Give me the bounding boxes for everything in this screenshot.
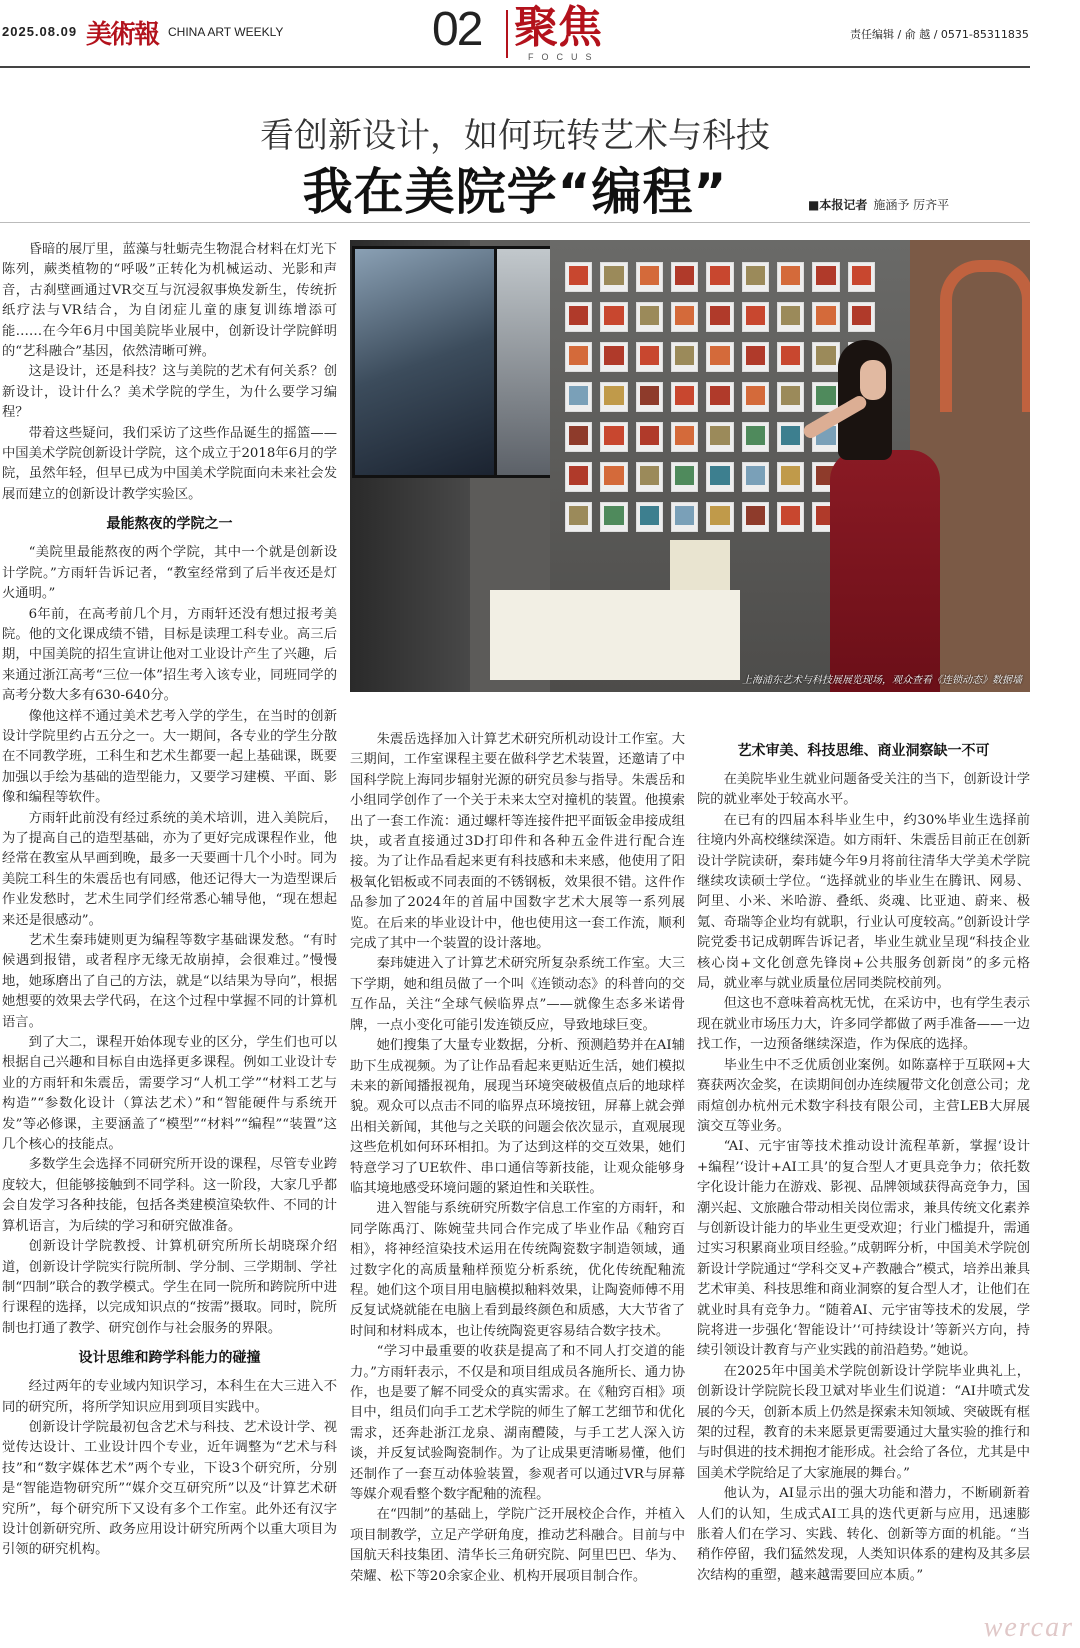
photo-data-card bbox=[777, 262, 804, 292]
paragraph: 方雨轩此前没有经过系统的美术培训，进入美院后，为了提高自己的造型基础，亦为了更好完成课程作业，他经常在教室从早画到晚，最多一天要画十几个小时。同为美院工科生的朱震岳也有同感，他还记得大一为造型课后作业发愁时，艺术生同学们经常悉心辅导他，“现在想起来还是很感动”。 bbox=[2, 810, 337, 928]
photo-data-card bbox=[600, 262, 627, 292]
masthead bbox=[0, 0, 1030, 68]
photo-visitor bbox=[820, 340, 970, 692]
section-title: 聚焦 bbox=[514, 2, 602, 53]
article-column-3 bbox=[697, 732, 1030, 1640]
photo-data-card bbox=[671, 302, 698, 332]
article-column-2 bbox=[350, 730, 685, 1640]
photo-display-screen-side bbox=[494, 246, 556, 478]
paragraph: 像他这样不通过美术艺考入学的学生，在当时的创新设计学院里约占五分之一。大一期间，各专业的学生分散在不同教学班，工科生和艺术生都要一起上基础课，既要加强以手绘为基础的造型能力，又要学习建模、平面、影像和编程等软件。 bbox=[2, 708, 337, 806]
photo-data-card bbox=[565, 422, 592, 452]
paragraph: 在已有的四届本科毕业生中，约30%毕业生选择前往境内外高校继续深造。如方雨轩、朱震岳目前正在创新设计学院读研，秦玮婕今年9月将前往清华大学美术学院继续攻读硕士学位。“选择就业的毕业生在腾讯、网易、阿里、小米、米哈游、叠纸、炎魂、比亚迪、蔚来、极氪、奇瑞等企业均有就职，行业认可度较高。”创新设计学院党委书记成朝晖告诉记者，毕业生就业呈现“科技企业核心岗+文化创意先锋岗+公共服务创新岗”的多元格局，就业率与就业质量位居同类院校前列。 bbox=[697, 812, 1030, 992]
photo-data-card bbox=[636, 422, 663, 452]
photo-data-card bbox=[565, 462, 592, 492]
photo-data-card bbox=[600, 342, 627, 372]
photo-data-card bbox=[671, 382, 698, 412]
paragraph: 朱震岳选择加入计算艺术研究所机动设计工作室。大三期间，工作室课程主要在做科学艺术装置，还邀请了中国科学院上海同步辐射光源的研究员参与指导。朱震岳和小组同学创作了一个关于未来太空对撞机的装置。他摸索出了一套工作流：通过螺杆等连接件把平面钣金串接成组块，或者直接通过3D打印件和各种五金件进行配合连接。为了让作品看起来更有科技感和未来感，他使用了阳极氧化铝板或不同表面的不锈钢板，效果很不错。这件作品参加了2024年的首届中国数字艺术大展等一系列展览。在后来的毕业设计中，他也使用这一套工作流，顺利完成了其中一个装置的设计落地。 bbox=[350, 732, 685, 952]
paragraph: “美院里最能熬夜的两个学院，其中一个就是创新设计学院。”方雨轩告诉记者，“教室经常到了后半夜还是灯火通明。” bbox=[2, 545, 337, 602]
photo-data-card bbox=[812, 262, 839, 292]
paragraph: 他认为，AI显示出的强大功能和潜力，不断刷新着人们的认知，生成式AI工具的迭代更新与应用，迅速膨胀着人们在学习、实践、转化、创新等方面的机能。“当稍作停留，我们猛然发现，人类知识体系的建构及其多层次结构的重塑，越来越需要回应本质。” bbox=[697, 1486, 1030, 1583]
paragraph: 进入智能与系统研究所数字信息工作室的方雨轩，和同学陈禹汀、陈婉莹共同合作完成了毕业作品《釉窍百相》，将神经渲染技术运用在传统陶瓷数字制造领域，通过数字化的高质量釉样预览分析系统，优化传统配釉流程。她们这个项目用电脑模拟釉料效果，让陶瓷师傅不用反复试烧就能在电脑上看到最终颜色和质感，大大节省了时间和材料成本，也让传统陶瓷更容易结合数字技术。 bbox=[350, 1201, 685, 1339]
photo-data-card bbox=[777, 462, 804, 492]
photo-visitor-dress bbox=[830, 450, 940, 692]
photo-data-card bbox=[636, 342, 663, 372]
paragraph: 6年前，在高考前几个月，方雨轩还没有想过报考美院。他的文化课成绩不错，目标是读理工科专业。高三后期，中国美院的招生宣讲让他对工业设计产生了兴趣，后来通过浙江高考“三位一体”招生考入该专业，同班同学的高考分数大多有630-640分。 bbox=[2, 606, 337, 704]
paragraph: 多数学生会选择不同研究所开设的课程，尽管专业跨度较大，但能够接触到不同学科。这一阶段，大家几乎都会自发学习各种技能，包括各类建模渲染软件、不同的计算机语言，为后续的学习和研究做准备。 bbox=[2, 1157, 337, 1234]
photo-data-card bbox=[777, 342, 804, 372]
photo-data-card bbox=[600, 382, 627, 412]
photo-data-card bbox=[742, 462, 769, 492]
paragraph: 创新设计学院最初包含艺术与科技、艺术设计学、视觉传达设计、工业设计四个专业，近年调整为“艺术与科技”和“数字媒体艺术”两个专业，下设3个研究所，分别是“智能造物研究所”“媒介交互研究所”以及“计算艺术研究所”，每个研究所下又设有多个工作室。此外还有汉字设计创新研究所、政务应用设计研究所两个以重大项目为引领的研究机构。 bbox=[2, 1419, 337, 1558]
photo-data-card bbox=[848, 302, 875, 332]
photo-data-card bbox=[600, 422, 627, 452]
byline-names: 施涵予 厉齐平 bbox=[873, 198, 950, 212]
masthead-divider bbox=[506, 10, 508, 58]
byline bbox=[808, 196, 949, 213]
paragraph: 经过两年的专业域内知识学习，本科生在大三进入不同的研究所，将所学知识应用到项目实践中。 bbox=[2, 1379, 337, 1415]
photo-data-card bbox=[671, 502, 698, 532]
photo-data-card bbox=[742, 262, 769, 292]
photo-data-card bbox=[706, 342, 733, 372]
article-column-1 bbox=[2, 240, 337, 1640]
headline-rule bbox=[0, 222, 1030, 223]
paragraph: 毕业生中不乏优质创业案例。如陈嘉梓于互联网+大赛获两次金奖，在读期间创办连续履带文化创意公司；龙雨煊创办杭州元术数字科技有限公司，主营LEB大屏展演交互等业务。 bbox=[697, 1057, 1030, 1134]
paragraph: 秦玮婕进入了计算艺术研究所复杂系统工作室。大三下学期，她和组员做了一个叫《连锁动态》的科普向的交互作品，关注“全球气候临界点”——就像生态多米诺骨牌，一点小变化可能引发连锁反应，导致地球巨变。 bbox=[350, 956, 685, 1033]
photo-data-card bbox=[671, 422, 698, 452]
photo-data-card bbox=[742, 342, 769, 372]
subheading: 艺术审美、科技思维、商业洞察缺一不可 bbox=[737, 743, 990, 759]
watermark: wercar bbox=[983, 1612, 1074, 1643]
photo-table-poster bbox=[490, 590, 740, 680]
photo-data-card bbox=[777, 382, 804, 412]
photo-data-card bbox=[742, 382, 769, 412]
paragraph: 在美院毕业生就业问题备受关注的当下，创新设计学院的就业率处于较高水平。 bbox=[697, 772, 1030, 808]
paragraph: 带着这些疑问，我们采访了这些作品诞生的摇篮——中国美术学院创新设计学院，这个成立于2018年6月的学院，虽然年轻，但早已成为中国美术学院面向未来社会发展而建立的创新设计教学实验区。 bbox=[2, 425, 337, 502]
photo-data-card bbox=[636, 382, 663, 412]
paper-logo: 美術報 bbox=[86, 20, 159, 50]
headline-kicker: 看创新设计，如何玩转艺术与科技 bbox=[260, 116, 770, 156]
byline-label: ■本报记者 bbox=[808, 198, 868, 212]
exhibition-photo bbox=[350, 240, 1030, 692]
photo-data-card bbox=[600, 302, 627, 332]
photo-data-card bbox=[812, 302, 839, 332]
photo-data-card bbox=[742, 422, 769, 452]
paragraph: “学习中最重要的收获是提高了和不同人打交道的能力。”方雨轩表示，不仅是和项目组成员各施所长、通力协作，也是要了解不同受众的真实需求。在《釉窍百相》项目中，组员们向手工艺术学院的师生了解工艺细节和优化需求，还奔赴浙江龙泉、湖南醴陵，与手工艺人深入访谈，并反复试验陶瓷制作。为了让成果更清晰易懂，他们还制作了一套互动体验装置，参观者可以通过VR与屏幕等媒介观看整个数字配釉的流程。 bbox=[350, 1344, 685, 1503]
photo-data-card bbox=[848, 262, 875, 292]
photo-data-card bbox=[636, 302, 663, 332]
paragraph: 到了大二，课程开始体现专业的区分，学生们也可以根据自己兴趣和目标自由选择更多课程。例如工业设计专业的方雨轩和朱震岳，需要学习“人机工学”“材料工艺与构造”“参数化设计（算法艺术）”和“智能硬件与系统开发”等必修课，主要涵盖了“模型”“材料”“编程”“装置”这几个核心的技能点。 bbox=[2, 1035, 337, 1153]
photo-caption: 上海浦东艺术与科技展展览现场，观众查看《连锁动态》数据墙 bbox=[742, 675, 1022, 686]
photo-visitor-face bbox=[860, 360, 886, 400]
paragraph: 她们搜集了大量专业数据，分析、预测趋势并在AI辅助下生成视频。为了让作品看起来更贴近生活，她们模拟未来的新闻播报视角，展现当环境突破极值点后的地球样貌。观众可以点击不同的临界点环境按钮，屏幕上就会弹出相关新闻，其他与之关联的问题会依次显示，直观展现这些危机如何环环相扣。为了达到这样的交互效果，她们特意学习了UE软件、串口通信等新技能，让观众能够身临其境地感受环境问题的紧迫性和关联性。 bbox=[350, 1038, 685, 1196]
photo-data-card bbox=[565, 342, 592, 372]
subheading: 设计思维和跨学科能力的碰撞 bbox=[78, 1350, 261, 1367]
paragraph: 艺术生秦玮婕则更为编程等数字基础课发愁。“有时候遇到报错，或者程序无缘无故崩掉，会很难过。”慢慢地，她琢磨出了自己的方法，就是“以结果为导向”，根据她想要的效果去学代码，在这个过程中掌握不同的计算机语言。 bbox=[2, 933, 337, 1030]
section-title-en: FOCUS bbox=[528, 52, 600, 62]
photo-data-card bbox=[706, 262, 733, 292]
photo-data-card bbox=[706, 302, 733, 332]
photo-display-screen bbox=[352, 246, 498, 478]
photo-data-card bbox=[565, 302, 592, 332]
paragraph: 昏暗的展厅里，蓝藻与牡蛎壳生物混合材料在灯光下陈列，蕨类植物的“呼吸”正转化为机械运动、光影和声音，古刹壁画通过VR交互与沉浸叙事焕发新生，传统折纸疗法与VR结合，为自闭症儿童的康复训练增添可能……在今年6月中国美院毕业展中，创新设计学院鲜明的“艺科融合”基因，依然清晰可辨。 bbox=[2, 242, 337, 360]
headline-title: 我在美院学“编程” bbox=[302, 163, 728, 221]
paragraph: “AI、元宇宙等技术推动设计流程革新，掌握‘设计+编程’‘设计+AI工具’的复合型人才更具竞争力；依托数字化设计能力在游戏、影视、品牌领域获得高竞争力，国潮兴起、文旅融合带动相关岗位需求，兼具传统文化素养与创新设计能力的毕业生更受欢迎；行业门槛提升，需通过实习积累商业项目经验。”成朝晖分析，中国美术学院创新设计学院通过“学科交叉+产教融合”模式，培养出兼具艺术审美、科技思维和商业洞察的复合型人才，让他们在就业时具有竞争力。“随着AI、元宇宙等技术的发展，学院将进一步强化‘智能设计’‘可持续设计’等新兴方向，持续引领设计教育与产业实践的前沿趋势。”她说。 bbox=[697, 1139, 1030, 1359]
photo-data-card bbox=[706, 502, 733, 532]
photo-data-card bbox=[636, 262, 663, 292]
photo-data-card bbox=[600, 462, 627, 492]
photo-data-card bbox=[671, 342, 698, 372]
photo-data-card bbox=[777, 422, 804, 452]
paper-name-en: CHINA ART WEEKLY bbox=[168, 25, 284, 39]
photo-data-card bbox=[636, 462, 663, 492]
photo-data-card bbox=[706, 382, 733, 412]
photo-data-card bbox=[706, 422, 733, 452]
photo-data-card bbox=[777, 302, 804, 332]
paragraph: 但这也不意味着高枕无忧，在采访中，也有学生表示现在就业市场压力大，许多同学都做了两手准备——一边找工作，一边预备继续深造，作为保底的选择。 bbox=[697, 996, 1030, 1053]
photo-data-card bbox=[777, 502, 804, 532]
paragraph: 创新设计学院教授、计算机研究所所长胡晓琛介绍道，创新设计学院实行院所制、学分制、三学期制、学社制“四制”联合的教学模式。学生在同一院所和跨院所中进行课程的选择，以完成知识点的“按需”摄取。同时，院所制也打通了教学、研究创作与社会服务的界限。 bbox=[2, 1239, 337, 1336]
photo-data-card bbox=[706, 462, 733, 492]
page-number: 02 bbox=[432, 3, 482, 56]
issue-date: 2025.08.09 bbox=[2, 24, 78, 39]
paragraph: 在“四制”的基础上，学院广泛开展校企合作，并植入项目制教学，立足产学研角度，推动艺科融合。目前与中国航天科技集团、清华长三角研究院、阿里巴巴、华为、荣耀、松下等20余家企业、机构开展项目制合作。 bbox=[350, 1507, 685, 1584]
photo-data-card bbox=[565, 262, 592, 292]
photo-data-card bbox=[742, 302, 769, 332]
paragraph: 这是设计，还是科技？这与美院的艺术有何关系？创新设计，设计什么？美术学院的学生，为什么要学习编程？ bbox=[2, 364, 337, 421]
paragraph: 在2025年中国美术学院创新设计学院毕业典礼上，创新设计学院院长段卫斌对毕业生们说道：“AI井喷式发展的今天，创新本质上仍然是探索未知领域、突破既有框架的过程，教育的未来愿景更需要通过大量实验的推行和与时俱进的技术拥抱才能形成。社会给了各位，尤其是中国美术学院给足了大家施展的舞台。” bbox=[697, 1363, 1030, 1481]
photo-data-card bbox=[742, 502, 769, 532]
photo-data-card bbox=[600, 502, 627, 532]
editor-credit: 责任编辑 / 俞 越 / 0571-85311835 bbox=[850, 28, 1029, 41]
photo-data-card bbox=[671, 462, 698, 492]
photo-data-card bbox=[671, 262, 698, 292]
photo-data-card bbox=[565, 502, 592, 532]
photo-data-card bbox=[565, 382, 592, 412]
photo-data-card bbox=[636, 502, 663, 532]
subheading: 最能熬夜的学院之一 bbox=[106, 516, 233, 533]
